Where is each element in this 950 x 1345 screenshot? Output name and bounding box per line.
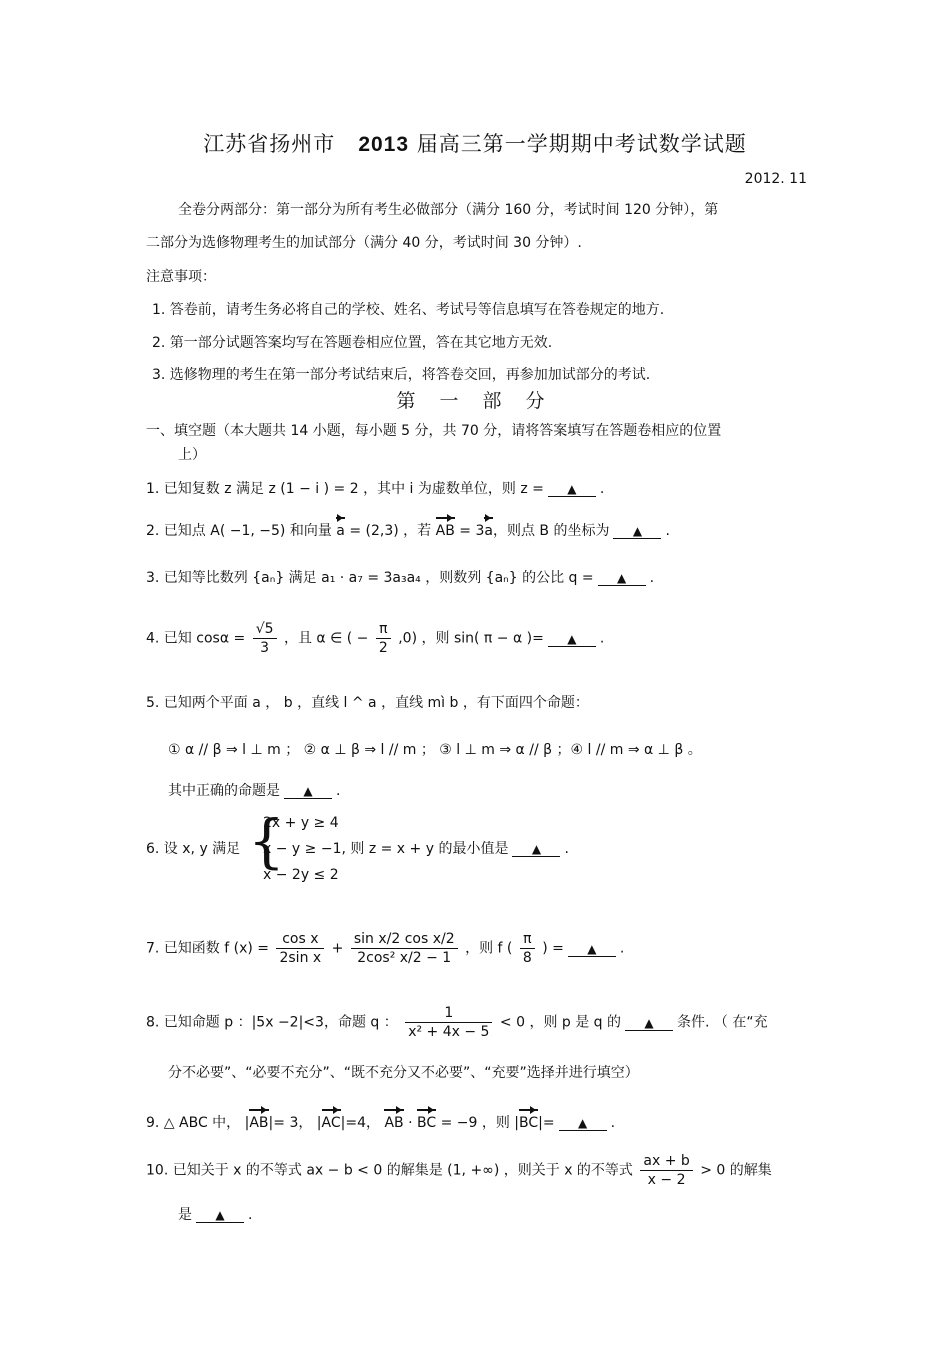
vector-a: a [336,523,345,539]
question-1: 1. 已知复数 z 满足 z (1 − i ) = 2 ，其中 i 为虚数单位，则 z = ▲ . [146,481,605,497]
fraction: $\frac{\text{sin x/2 cos x/2}}{\text{2cos² x/2 − 1}}$ [351,930,458,967]
answer-blank: ▲ [559,1116,607,1131]
vector-a: a [484,523,493,539]
part1-heading-line-2: 上） [178,447,206,463]
answer-blank: ▲ [548,632,596,647]
notice-item-2: 2. 第一部分试题答案均写在答题卷相应位置，答在其它地方无效. [152,335,553,351]
system-line-3: x − 2y ≤ 2 [263,867,339,883]
question-5-propositions: ① α // β ⇒ l ⊥ m ； ② α ⊥ β ⇒ l // m ； ③ l ⊥ m ⇒ α // β ；④ l // m ⇒ α ⊥ β 。 [168,742,702,758]
system-brace: { [248,807,285,875]
question-8: 8. 已知命题 p ：|5x −2|<3，命题 q ： $\frac{1}{\text{x² + 4x − 5}}$ < 0 ，则 p 是 q 的 ▲ 条件. （ 在“充 [146,1005,768,1040]
section-title: 第 一 部 分 [396,390,554,412]
answer-blank: ▲ [613,524,661,539]
exam-date: 2012. 11 [744,171,807,187]
question-5: 5. 已知两个平面 a ， b ，直线 l ^ a ，直线 mì b ，有下面四个命题： [146,695,589,711]
page-title [0,128,950,158]
answer-blank: ▲ [625,1016,673,1031]
question-10: 10. 已知关于 x 的不等式 ax − b < 0 的解集是 (1, +∞) ，则关于 x 的不等式 $\frac{ax + b}{x - 2}$ > 0 的解集 [146,1153,772,1188]
fraction: $\frac{\pi}{8}$ [520,930,535,967]
fraction: $\frac{ax + b}{x - 2}$ [640,1152,692,1189]
question-7: 7. 已知函数 f (x) = $\frac{\text{cos x}}{\text{2sin x}}$ + $\frac{\text{sin x/2 cos x/2}}{\text{2cos² x/2 − 1}}$ ，则 f ( $\frac{\pi}{8}$ ) = ▲ . [146,931,625,966]
answer-blank: ▲ [284,784,332,799]
notice-item-3: 3. 选修物理的考生在第一部分考试结束后，将答卷交回，再参加加试部分的考试. [152,367,651,383]
system-line-1: 2x + y ≥ 4 [263,815,339,831]
vector-ab: AB [249,1115,269,1131]
question-2: 2. 已知点 A( −1, −5) 和向量 a = (2,3) ，若 AB = 3a，则点 B 的坐标为 ▲ . [146,523,670,539]
question-9: 9. △ ABC 中， |AB|= 3， |AC|=4， AB · BC = −9 ，则 |BC|= ▲ . [146,1115,616,1131]
part1-heading-line-1: 一、填空题（本大题共 14 小题，每小题 5 分，共 70 分，请将答案填写在答题卷相应的位置 [146,423,722,439]
notice-heading: 注意事项： [146,269,216,285]
question-3: 3. 已知等比数列 {aₙ} 满足 a₁ · a₇ = 3a₃a₄ ，则数列 {aₙ} 的公比 q = ▲ . [146,570,655,586]
title-prefix: 江苏省扬州市 [203,132,336,156]
answer-blank: ▲ [598,571,646,586]
fraction: $\frac{\pi}{2}$ [376,620,391,657]
intro-line-2: 二部分为选修物理考生的加试部分（满分 40 分，考试时间 30 分钟）. [146,235,582,251]
vector-ab: AB [435,523,455,539]
answer-blank: ▲ [548,482,596,497]
vector-bc: BC [417,1115,437,1131]
notice-item-1: 1. 答卷前，请考生务必将自己的学校、姓名、考试号等信息填写在答卷规定的地方. [152,302,665,318]
question-5-prompt: 其中正确的命题是 ▲ . [168,783,341,799]
question-8-options: 分不必要”、“必要不充分”、“既不充分又不必要”、“充要”选择并进行填空） [168,1065,639,1081]
intro-line-1: 全卷分两部分：第一部分为所有考生必做部分（满分 160 分，考试时间 120 分钟），第 [178,202,719,218]
answer-blank: ▲ [568,942,616,957]
title-year: 2013 [358,133,410,156]
title-suffix: 届高三第一学期期中考试数学试题 [416,132,747,156]
vector-ab: AB [384,1115,404,1131]
system-line-2: x − y ≥ −1, 则 z = x + y 的最小值是 ▲ . [263,841,569,857]
fraction: $\frac{1}{\text{x² + 4x − 5}}$ [405,1004,492,1041]
fraction: $\frac{√5}{3}$ [253,620,277,657]
question-6: 6. 设 x, y 满足 [146,841,241,857]
answer-blank: ▲ [196,1208,244,1223]
vector-ac: AC [321,1115,341,1131]
question-10-answer: 是 ▲ . [178,1207,253,1223]
vector-bc: BC [519,1115,539,1131]
answer-blank: ▲ [512,842,560,857]
question-4: 4. 已知 cosα = $\frac{√5}{3}$ ，且 α ∈ ( − $\frac{\pi}{2}$ ,0) ，则 sin( π − α )= ▲ . [146,621,605,656]
fraction: $\frac{\text{cos x}}{\text{2sin x}}$ [276,930,324,967]
